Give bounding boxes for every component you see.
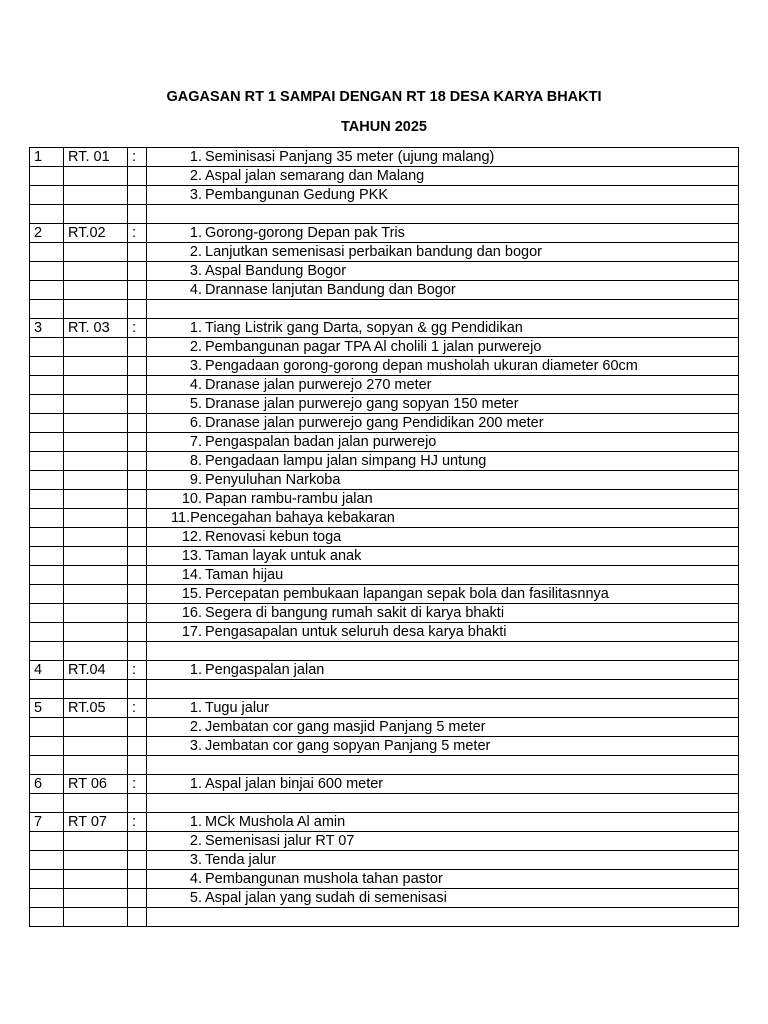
table-row (30, 566, 739, 585)
proposal-item-cell (147, 414, 739, 433)
item-number: 15. (181, 586, 202, 602)
item-number: 2. (189, 168, 202, 184)
proposal-item-cell (147, 433, 739, 452)
row-number-cell (30, 566, 64, 585)
proposal-item-cell (147, 547, 739, 566)
item-text: Tiang Listrik gang Darta, sopyan & gg Pendidikan (205, 320, 523, 336)
rt-label-cell (64, 414, 128, 433)
row-number-cell (30, 490, 64, 509)
table-row (30, 623, 739, 642)
rt-label-cell (64, 642, 128, 661)
item-number: 16. (181, 605, 202, 621)
proposal-item-cell (147, 148, 739, 167)
row-number-cell: 7 (30, 813, 64, 832)
proposal-item-cell (147, 585, 739, 604)
rt-label-cell (64, 756, 128, 775)
proposal-table-body (30, 148, 739, 927)
colon-cell (128, 604, 147, 623)
item-number: 2. (189, 339, 202, 355)
proposal-item-cell (147, 604, 739, 623)
rt-label-cell (64, 186, 128, 205)
item-text: Tenda jalur (205, 852, 276, 868)
proposal-table (29, 147, 739, 927)
item-number: 8. (189, 453, 202, 469)
proposal-item-cell (147, 908, 739, 927)
table-row (30, 338, 739, 357)
rt-label-cell (64, 680, 128, 699)
item-number: 13. (181, 548, 202, 564)
row-number-cell (30, 794, 64, 813)
proposal-item-cell (147, 832, 739, 851)
row-number-cell (30, 737, 64, 756)
colon-cell: : (128, 148, 147, 167)
item-text: Tugu jalur (205, 700, 269, 716)
item-number: 3. (189, 852, 202, 868)
colon-cell (128, 889, 147, 908)
item-text: Dranase jalan purwerejo gang Pendidikan 200 meter (205, 415, 544, 431)
row-number-cell (30, 167, 64, 186)
item-number: 11. (171, 510, 191, 526)
item-number: 2. (189, 719, 202, 735)
table-row (30, 699, 739, 718)
table-row (30, 471, 739, 490)
colon-cell: : (128, 775, 147, 794)
rt-label-cell (64, 832, 128, 851)
proposal-item-cell (147, 794, 739, 813)
item-text: Taman layak untuk anak (205, 548, 362, 564)
proposal-item-cell (147, 186, 739, 205)
row-number-cell (30, 604, 64, 623)
rt-label-cell: RT.05 (64, 699, 128, 718)
item-number: 12. (181, 529, 202, 545)
rt-label-cell (64, 243, 128, 262)
item-text: Seminisasi Panjang 35 meter (ujung malang) (205, 149, 495, 165)
document-title: GAGASAN RT 1 SAMPAI DENGAN RT 18 DESA KARYA BHAKTI (166, 89, 602, 105)
table-row (30, 832, 739, 851)
proposal-item-cell (147, 718, 739, 737)
colon-cell (128, 452, 147, 471)
colon-cell (128, 832, 147, 851)
colon-cell (128, 737, 147, 756)
table-row (30, 775, 739, 794)
table-row (30, 870, 739, 889)
row-number-cell (30, 471, 64, 490)
proposal-item-cell (147, 889, 739, 908)
table-row (30, 718, 739, 737)
colon-cell (128, 490, 147, 509)
item-number: 4. (189, 871, 202, 887)
table-row (30, 205, 739, 224)
row-number-cell (30, 509, 64, 528)
table-row (30, 357, 739, 376)
item-text: Dranase jalan purwerejo 270 meter (205, 377, 432, 393)
proposal-item-cell (147, 338, 739, 357)
colon-cell (128, 414, 147, 433)
table-row (30, 604, 739, 623)
table-row (30, 490, 739, 509)
table-row (30, 642, 739, 661)
colon-cell (128, 528, 147, 547)
item-text: Pembangunan pagar TPA Al cholili 1 jalan purwerejo (205, 339, 542, 355)
item-text: Pembangunan Gedung PKK (205, 187, 388, 203)
item-number: 3. (189, 738, 202, 754)
row-number-cell: 3 (30, 319, 64, 338)
colon-cell (128, 870, 147, 889)
item-text: Semenisasi jalur RT 07 (205, 833, 355, 849)
rt-label-cell (64, 262, 128, 281)
proposal-item-cell (147, 224, 739, 243)
proposal-item-cell (147, 661, 739, 680)
item-text: Pengaspalan jalan (205, 662, 325, 678)
row-number-cell (30, 338, 64, 357)
colon-cell (128, 186, 147, 205)
rt-label-cell (64, 338, 128, 357)
colon-cell (128, 471, 147, 490)
item-text: Aspal Bandung Bogor (205, 263, 347, 279)
rt-label-cell (64, 889, 128, 908)
proposal-item-cell (147, 509, 739, 528)
rt-label-cell (64, 300, 128, 319)
item-number: 17. (181, 624, 202, 640)
item-text: Aspal jalan binjai 600 meter (205, 776, 384, 792)
table-row (30, 813, 739, 832)
item-text: Pencegahan bahaya kebakaran (190, 510, 395, 526)
item-number: 3. (189, 263, 202, 279)
item-text: Segera di bangung rumah sakit di karya bhakti (205, 605, 505, 621)
row-number-cell (30, 623, 64, 642)
item-text: Aspal jalan semarang dan Malang (205, 168, 425, 184)
rt-label-cell: RT.04 (64, 661, 128, 680)
colon-cell (128, 338, 147, 357)
row-number-cell (30, 832, 64, 851)
proposal-item-cell (147, 870, 739, 889)
item-text: Jembatan cor gang sopyan Panjang 5 meter (205, 738, 491, 754)
row-number-cell: 4 (30, 661, 64, 680)
colon-cell (128, 395, 147, 414)
item-number: 1. (189, 700, 202, 716)
table-row (30, 224, 739, 243)
rt-label-cell (64, 167, 128, 186)
row-number-cell (30, 186, 64, 205)
item-number: 3. (189, 358, 202, 374)
rt-label-cell (64, 395, 128, 414)
item-number: 3. (189, 187, 202, 203)
colon-cell: : (128, 661, 147, 680)
row-number-cell (30, 851, 64, 870)
colon-cell (128, 243, 147, 262)
table-row (30, 376, 739, 395)
item-text: Pengadaan lampu jalan simpang HJ untung (205, 453, 487, 469)
colon-cell: : (128, 813, 147, 832)
table-row (30, 908, 739, 927)
row-number-cell (30, 547, 64, 566)
table-row (30, 509, 739, 528)
item-text: Taman hijau (205, 567, 284, 583)
row-number-cell (30, 680, 64, 699)
rt-label-cell (64, 452, 128, 471)
row-number-cell (30, 243, 64, 262)
document-subtitle: TAHUN 2025 (341, 119, 427, 135)
item-number: 7. (189, 434, 202, 450)
item-number: 4. (189, 377, 202, 393)
row-number-cell (30, 908, 64, 927)
proposal-item-cell (147, 300, 739, 319)
colon-cell (128, 167, 147, 186)
colon-cell (128, 509, 147, 528)
table-row (30, 528, 739, 547)
table-row (30, 661, 739, 680)
rt-label-cell (64, 908, 128, 927)
item-text: Pengasapalan untuk seluruh desa karya bhakti (205, 624, 507, 640)
item-number: 14. (181, 567, 202, 583)
item-text: Percepatan pembukaan lapangan sepak bola dan fasilitasnnya (205, 586, 609, 602)
item-number: 5. (189, 890, 202, 906)
item-text: Drannase lanjutan Bandung dan Bogor (205, 282, 456, 298)
colon-cell (128, 281, 147, 300)
table-row (30, 281, 739, 300)
item-number: 1. (189, 225, 202, 241)
colon-cell (128, 547, 147, 566)
table-row (30, 889, 739, 908)
proposal-item-cell (147, 205, 739, 224)
item-number: 2. (189, 244, 202, 260)
colon-cell (128, 642, 147, 661)
rt-label-cell (64, 547, 128, 566)
row-number-cell (30, 376, 64, 395)
rt-label-cell (64, 433, 128, 452)
proposal-item-cell (147, 167, 739, 186)
rt-label-cell: RT 06 (64, 775, 128, 794)
rt-label-cell (64, 509, 128, 528)
table-row (30, 585, 739, 604)
row-number-cell (30, 357, 64, 376)
proposal-item-cell (147, 680, 739, 699)
table-row (30, 414, 739, 433)
proposal-item-cell (147, 376, 739, 395)
proposal-item-cell (147, 262, 739, 281)
table-row (30, 452, 739, 471)
colon-cell (128, 585, 147, 604)
row-number-cell (30, 642, 64, 661)
table-row (30, 186, 739, 205)
rt-label-cell: RT 07 (64, 813, 128, 832)
colon-cell (128, 357, 147, 376)
row-number-cell (30, 585, 64, 604)
rt-label-cell (64, 471, 128, 490)
row-number-cell (30, 281, 64, 300)
item-text: Jembatan cor gang masjid Panjang 5 meter (205, 719, 486, 735)
row-number-cell (30, 262, 64, 281)
proposal-item-cell (147, 813, 739, 832)
row-number-cell: 2 (30, 224, 64, 243)
row-number-cell (30, 756, 64, 775)
item-number: 5. (189, 396, 202, 412)
rt-label-cell: RT.02 (64, 224, 128, 243)
table-row (30, 680, 739, 699)
rt-label-cell (64, 737, 128, 756)
row-number-cell (30, 205, 64, 224)
rt-label-cell (64, 205, 128, 224)
item-text: Papan rambu-rambu jalan (205, 491, 373, 507)
row-number-cell (30, 414, 64, 433)
proposal-item-cell (147, 528, 739, 547)
proposal-item-cell (147, 851, 739, 870)
rt-label-cell (64, 718, 128, 737)
rt-label-cell: RT. 03 (64, 319, 128, 338)
row-number-cell (30, 528, 64, 547)
colon-cell (128, 433, 147, 452)
row-number-cell (30, 452, 64, 471)
proposal-item-cell (147, 490, 739, 509)
rt-label-cell (64, 281, 128, 300)
colon-cell (128, 756, 147, 775)
row-number-cell (30, 870, 64, 889)
proposal-item-cell (147, 737, 739, 756)
row-number-cell (30, 433, 64, 452)
row-number-cell (30, 300, 64, 319)
item-text: Pembangunan mushola tahan pastor (205, 871, 443, 887)
rt-label-cell (64, 870, 128, 889)
table-row (30, 794, 739, 813)
colon-cell (128, 566, 147, 585)
table-row (30, 737, 739, 756)
row-number-cell: 1 (30, 148, 64, 167)
table-row (30, 167, 739, 186)
colon-cell (128, 680, 147, 699)
proposal-item-cell (147, 452, 739, 471)
item-text: Dranase jalan purwerejo gang sopyan 150 meter (205, 396, 519, 412)
table-row (30, 148, 739, 167)
rt-label-cell (64, 566, 128, 585)
colon-cell (128, 376, 147, 395)
rt-label-cell (64, 357, 128, 376)
proposal-item-cell (147, 395, 739, 414)
table-row (30, 262, 739, 281)
item-text: Aspal jalan yang sudah di semenisasi (205, 890, 447, 906)
item-number: 2. (189, 833, 202, 849)
rt-label-cell (64, 604, 128, 623)
colon-cell (128, 718, 147, 737)
colon-cell (128, 205, 147, 224)
colon-cell: : (128, 319, 147, 338)
colon-cell (128, 794, 147, 813)
colon-cell: : (128, 699, 147, 718)
item-number: 6. (189, 415, 202, 431)
colon-cell (128, 623, 147, 642)
rt-label-cell: RT. 01 (64, 148, 128, 167)
proposal-item-cell (147, 471, 739, 490)
item-number: 9. (189, 472, 202, 488)
table-row (30, 547, 739, 566)
item-text: Gorong-gorong Depan pak Tris (205, 225, 405, 241)
item-number: 1. (189, 776, 202, 792)
row-number-cell: 5 (30, 699, 64, 718)
table-row (30, 851, 739, 870)
rt-label-cell (64, 376, 128, 395)
rt-label-cell (64, 851, 128, 870)
item-number: 1. (189, 320, 202, 336)
table-row (30, 395, 739, 414)
item-text: Pengadaan gorong-gorong depan musholah ukuran diameter 60cm (205, 358, 638, 374)
rt-label-cell (64, 528, 128, 547)
proposal-item-cell (147, 319, 739, 338)
colon-cell (128, 262, 147, 281)
item-number: 1. (189, 814, 202, 830)
table-row (30, 319, 739, 338)
item-text: MCk Mushola Al amin (205, 814, 346, 830)
table-row (30, 243, 739, 262)
colon-cell (128, 908, 147, 927)
proposal-item-cell (147, 281, 739, 300)
proposal-item-cell (147, 642, 739, 661)
proposal-item-cell (147, 357, 739, 376)
table-row (30, 433, 739, 452)
proposal-item-cell (147, 243, 739, 262)
item-number: 1. (189, 662, 202, 678)
proposal-item-cell (147, 775, 739, 794)
colon-cell (128, 300, 147, 319)
item-text: Penyuluhan Narkoba (205, 472, 341, 488)
colon-cell: : (128, 224, 147, 243)
item-text: Lanjutkan semenisasi perbaikan bandung dan bogor (205, 244, 542, 260)
rt-label-cell (64, 585, 128, 604)
table-row (30, 300, 739, 319)
proposal-item-cell (147, 623, 739, 642)
row-number-cell (30, 889, 64, 908)
item-number: 4. (189, 282, 202, 298)
item-text: Renovasi kebun toga (205, 529, 342, 545)
proposal-item-cell (147, 756, 739, 775)
proposal-item-cell (147, 566, 739, 585)
colon-cell (128, 851, 147, 870)
row-number-cell (30, 395, 64, 414)
item-number: 10. (181, 491, 202, 507)
row-number-cell (30, 718, 64, 737)
row-number-cell: 6 (30, 775, 64, 794)
rt-label-cell (64, 490, 128, 509)
item-number: 1. (189, 149, 202, 165)
table-row (30, 756, 739, 775)
item-text: Pengaspalan badan jalan purwerejo (205, 434, 437, 450)
rt-label-cell (64, 794, 128, 813)
rt-label-cell (64, 623, 128, 642)
proposal-item-cell (147, 699, 739, 718)
